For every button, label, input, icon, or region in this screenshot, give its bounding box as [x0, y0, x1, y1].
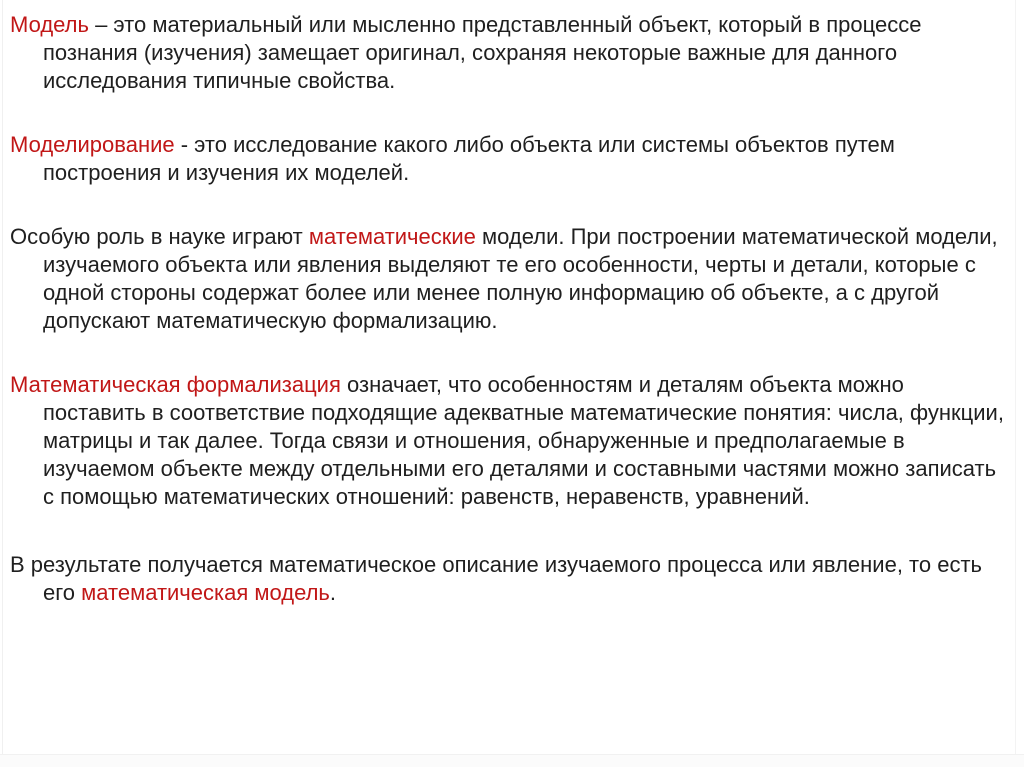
math-models-text-lead: Особую роль в науке играют: [10, 224, 309, 249]
conclusion-text-lead: В результате получается математическое описание изучаемого процесса или явление, то есть его: [10, 552, 982, 605]
term-math-formalization: Математическая формализация: [10, 372, 341, 397]
term-mathematical-model: математическая модель: [81, 580, 330, 605]
slide-bottom-edge-strip: [0, 754, 1024, 767]
math-formalization-paragraph: [10, 371, 1008, 511]
slide-right-edge-line: [1015, 0, 1016, 767]
definition-model-text: – это материальный или мысленно представленный объект, который в процессе познания (изучения) замещает оригинал, сохраняя некоторые важные для данного исследования типичные свойства.: [43, 12, 922, 93]
math-models-text-rest: модели. При построении математической модели, изучаемого объекта или явления выделяют те его особенности, черты и детали, которые с одной стороны содержат более или менее полную информацию об объекте, а с другой допускают математическую формализацию.: [43, 224, 998, 333]
definition-modeling-text: - это исследование какого либо объекта или системы объектов путем построения и изучения их моделей.: [43, 132, 895, 185]
slide-left-edge-line: [2, 0, 3, 767]
term-mathematical: математические: [308, 224, 476, 249]
conclusion-text-period: .: [329, 580, 337, 605]
definition-model-paragraph: [10, 11, 1008, 95]
term-model: Модель: [10, 12, 89, 37]
math-models-paragraph: [10, 223, 1008, 335]
conclusion-paragraph: [10, 551, 1008, 607]
term-modeling: Моделирование: [10, 132, 175, 157]
math-formalization-text: означает, что особенностям и деталям объекта можно поставить в соответствие подходящие адекватные математические понятия: числа, функции, матрицы и так далее. Тогда связи и отношения, обнаруженные и предполагаемые в изучаемом объекте между отдельными его деталями и составными частями можно записать с помощью математических отношений: равенств, неравенств, уравнений.: [43, 372, 1004, 509]
definition-modeling-paragraph: [10, 131, 1008, 187]
